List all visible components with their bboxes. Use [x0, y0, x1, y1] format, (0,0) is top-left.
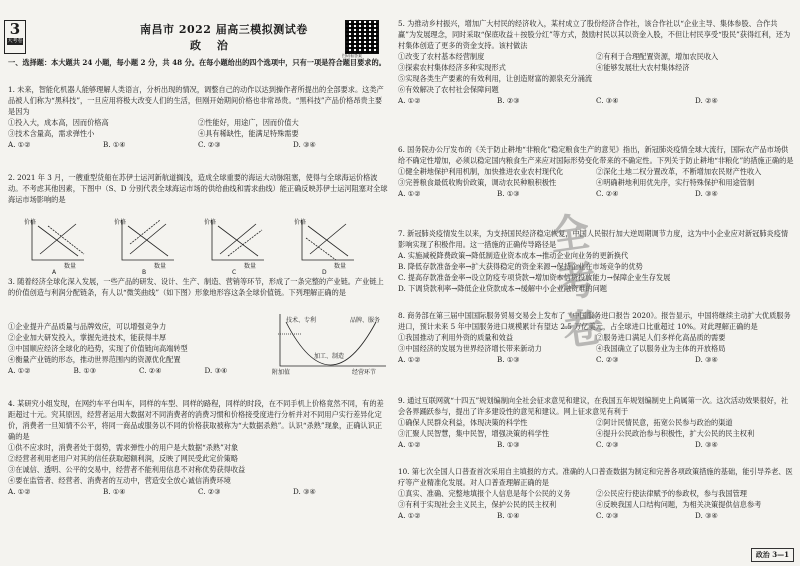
chart-label-top-left: 技术、专利 — [286, 317, 317, 324]
option: ④能够发展壮大农村集体经济 — [596, 63, 690, 72]
question-stem: 4. 某研究小组发现，在网约车平台叫车，同样的车型、同样的路程，同样的时段，在不同手机上价格竟然不同，有的差距超过十元。究其原因，经营者运用大数据对不同消费者的消费习惯和价格接受度进行分析并对不同用户实行差异化定价，消费者一旦知情不公平，将同一商品或服务以不同的价格获取被称为“大数据杀熟”。认识“杀熟”现象，正确认识正确的是 — [8, 399, 384, 441]
smile-curve-chart — [272, 312, 390, 376]
option[interactable]: C. 提高存款准备金率→设立防疫专项贷款→增加资本信贷投放能力→保障企业生存发展 — [398, 273, 671, 282]
option[interactable]: D. 下调贷款利率→降低企业贷款成本→缓解中小企业融资难的问题 — [398, 284, 607, 293]
badge-label: 大考卷 — [7, 38, 23, 44]
choice[interactable]: A. ①② — [398, 355, 421, 364]
x-axis-label: 数量 — [334, 263, 347, 270]
diagram-label: B — [142, 269, 147, 274]
question-9 — [398, 395, 794, 450]
choice[interactable]: C. ②④ — [596, 189, 619, 198]
question-3 — [8, 276, 388, 298]
question-stem: 6. 国务院办公厅发布的《关于防止耕地“非粮化”稳定粮食生产的意见》指出，新冠肺炎疫情全球大流行，国际农产品市场供给不确定性增加，必须以稳定国内粮食生产来应对国际形势变化带来的不确定性。下列关于防止耕地“非粮化”的措施正确的是 — [398, 145, 794, 165]
option: ②深化土地二权分置改革，不断增加农民财产性收入 — [596, 167, 762, 176]
page-footer: 政治 3—1 — [751, 548, 794, 562]
option: ①投入大，成本高，因而价格高 — [8, 118, 109, 127]
option: ③技术含量高，需求弹性小 — [8, 129, 95, 138]
option: ③中国顺应经济全球化的趋势，实现了价值链向高端转型 — [8, 344, 188, 353]
option: ①确保人民群众利益，体现决策的科学性 — [398, 418, 528, 427]
choice[interactable]: A. ①② — [398, 511, 421, 520]
section-instructions: 一、选择题：本大题共 24 小题，每小题 2 分，共 48 分。在每小题给出的四个选项中，只有一项是符合题目要求的。 — [8, 58, 386, 67]
choice[interactable]: B. ①④ — [103, 140, 126, 149]
chart-x-label: 经营环节 — [352, 369, 377, 376]
exam-subject: 政 治 — [190, 39, 234, 52]
choice[interactable]: A. ①② — [8, 487, 31, 496]
choice[interactable]: D. ③④ — [695, 189, 718, 198]
option[interactable]: B. 降低存款准备金率→扩大获得稳定的资金来源→保持企业在市场竞争的优势 — [398, 262, 643, 271]
option[interactable]: A. 实施减税降费政策→降低制造业资本成本→推动企业向业务的更新换代 — [398, 251, 629, 260]
option: ⑤实现各类生产要素的有效利用，让创造财富的源泉充分涌流 — [398, 74, 593, 83]
option: ①供不应求时，消费者处于弱势，需求弹性小的用户是大数据“杀熟”对象 — [8, 443, 239, 452]
option: ②企业加大研发投入，掌握先进技术，能获得丰厚 — [8, 333, 167, 342]
option: ①改变了农村基本经营制度 — [398, 52, 485, 61]
option: ③汇聚人民智慧，集中民智，增强决策的科学性 — [398, 429, 549, 438]
x-axis-label: 数量 — [64, 263, 77, 270]
question-4 — [8, 398, 388, 497]
question-stem: 5. 为推动乡村振兴，增加广大村民的经济收入，某村成立了股份经济合作社，该合作社以“企业主导、集体参股、合作共赢”为发展理念，同时采取“保底收益＋按股分红”等方式，鼓励村民以其以资金入股，不但让村民享受“股民”获得红利，还为村集体创造了更多的资金支持。该村做法 — [398, 19, 791, 50]
option: ②性能好，用途广，因而价值大 — [198, 118, 299, 127]
choice[interactable]: B. ①④ — [103, 487, 126, 496]
option: ②有利于合理配置资源，增加农民收入 — [596, 52, 719, 61]
option: ⑥有效解决了农村社会保障问题 — [398, 85, 499, 94]
option: ③在诚信、透明、公平的交易中，经营者不能利用信息不对称优势获得收益 — [8, 465, 246, 474]
choice[interactable]: C. ②③ — [198, 487, 221, 496]
y-axis-label: 价格 — [204, 219, 217, 226]
choice[interactable]: B. ①③ — [497, 189, 520, 198]
qr-caption: 扫码看答案 — [342, 53, 362, 58]
question-10 — [398, 466, 794, 521]
question-stem: 3. 随着经济全球化深入发展，一些产品的研发、设计、生产、制造、营销等环节，形成了一条完整的产业链。产业链上的价值创造与利润分配链条，有人以“微笑曲线”（如下图）形象地形容这条全球价值链。下列理解正确的是 — [8, 277, 384, 297]
badge-number: 3 — [9, 20, 21, 38]
x-axis-label: 数量 — [154, 263, 167, 270]
y-axis-label: 价格 — [24, 219, 37, 226]
diagram-label: C — [232, 269, 237, 274]
supply-demand-diagrams — [14, 216, 384, 274]
choice[interactable]: A. ①② — [398, 96, 421, 105]
question-6 — [398, 144, 794, 199]
question-stem: 8. 商务部在第三届中国国际服务贸易交易会上发布了《中国服务进口报告 2020》。报告显示，中国将继续主动扩大优质服务进口，预计未来 5 年中国服务进口规模累计有望达 2.5 万亿美元，占全球进口比重超过 10%。对此理解正确的是 — [398, 311, 791, 331]
option: ④具有稀缺性，能满足特殊需要 — [198, 129, 299, 138]
exam-number-badge — [4, 20, 26, 54]
choice[interactable]: D. ③④ — [293, 487, 316, 496]
y-axis-label: 价格 — [294, 219, 307, 226]
choice[interactable]: B. ①③ — [497, 440, 520, 449]
option: ④反映我国人口结构问题，为相关决策提供信息参考 — [596, 500, 762, 509]
option: ②阿计民情民意，拓宽公民参与政治的渠道 — [596, 418, 733, 427]
option: ②经营者利用老用户对其的信任获取超额利润，反映了网民受此定价策略 — [8, 454, 239, 463]
option: ①我国推动了利用外资的质量和效益 — [398, 333, 514, 342]
option: ④衡量产业链的形态，推动世界范围内的资源优化配置 — [8, 355, 181, 364]
watermark: 全考卷 — [546, 208, 606, 356]
question-1 — [8, 84, 388, 150]
question-stem: 7. 新冠肺炎疫情发生以来，为支持国民经济稳定恢复，中国人民银行加大逆周期调节力度，这为中小企业应对新冠肺炎疫情影响实现了积极作用。这一措施的正确传导路径是 — [398, 229, 789, 249]
chart-label-top-right: 品牌、服务 — [350, 317, 381, 324]
choice[interactable]: A. ①② — [398, 440, 421, 449]
choice[interactable]: D. ③④ — [293, 140, 316, 149]
choice[interactable]: D. ③④ — [695, 511, 718, 520]
option: ②公民应行使法律赋予的参政权，参与我国管理 — [596, 489, 747, 498]
choice[interactable]: A. ①② — [8, 366, 31, 375]
option: ④要在监管者、经营者、消费者的互动中，营造安全放心诚信消费环境 — [8, 476, 231, 485]
option: ③探索农村集体经济多种实现形式 — [398, 63, 506, 72]
chart-label-bottom: 加工、制造 — [314, 353, 345, 360]
option: ③完善粮食最低收购价政策，调动农民种粮积极性 — [398, 178, 557, 187]
option: ③有利于实现社会主义民主，保护公民的民主权利 — [398, 500, 557, 509]
choice[interactable]: C. ②③ — [596, 440, 619, 449]
choice[interactable]: D. ③④ — [695, 440, 718, 449]
option: ②服务进口满足人们多样化高品质的需要 — [596, 333, 726, 342]
option: ④我国确立了以服务业为主体的开放格局 — [596, 344, 726, 353]
diagram-a — [24, 218, 84, 274]
choice[interactable]: D. ③④ — [695, 355, 718, 364]
choice[interactable]: B. ②③ — [497, 96, 520, 105]
question-stem: 1. 未来，智能化机器人能够理解人类语言，分析出现的情况，调整自己的动作以达到操作者所提出的全部要求。这类产品被人们称为“黑科技”，一旦应用将极大改变人们的生活，但刚开始期间价格也非常昂贵。“黑科技”产品价格昂贵主要是因为 — [8, 85, 384, 116]
choice[interactable]: A. ①② — [398, 189, 421, 198]
option: ①健全耕地保护利用机制，加快推进农业农村现代化 — [398, 167, 564, 176]
choice[interactable]: C. ②④ — [139, 366, 162, 375]
diagram-c — [204, 218, 264, 274]
diagram-d — [294, 218, 354, 274]
exam-title: 南昌市 2022 届高三模拟测试卷 — [140, 23, 308, 36]
question-3-options — [8, 321, 270, 376]
choice[interactable]: C. ②③ — [198, 140, 221, 149]
diagram-label: A — [52, 269, 57, 274]
y-axis-label: 价格 — [114, 219, 127, 226]
choice[interactable]: D. ②④ — [695, 96, 718, 105]
chart-y-label: 附加值 — [272, 369, 291, 376]
choice[interactable]: B. ①④ — [497, 511, 520, 520]
option: ④提升公民政治参与积极性，扩大公民的民主权利 — [596, 429, 755, 438]
choice[interactable]: C. ②③ — [596, 511, 619, 520]
choice[interactable]: C. ③④ — [596, 96, 619, 105]
choice[interactable]: D. ③④ — [204, 366, 228, 375]
x-axis-label: 数量 — [244, 263, 257, 270]
qr-code[interactable] — [345, 20, 379, 54]
diagram-label: D — [322, 269, 327, 274]
question-stem: 9. 通过互联网就“十四五”规划编制向全社会征求意见和建议，在我国五年规划编制史上尚属第一次。这次活动效果很好，社会各界踊跃参与，提出了许多建设性的意见和建议。网上征求意见有利于 — [398, 396, 789, 416]
choice[interactable]: A. ①② — [8, 140, 31, 149]
option: ①企业提升产品质量与品牌效应，可以增强竞争力 — [8, 322, 167, 331]
choice[interactable]: C. ②③ — [596, 355, 619, 364]
option: ①真实、准确、完整地填报个人信息是每个公民的义务 — [398, 489, 571, 498]
option: ③中国经济的发展为世界经济增长带来新动力 — [398, 344, 542, 353]
choice[interactable]: B. ①③ — [73, 366, 97, 375]
option: ④明确耕地利用优先序，实行特殊保护和用途管制 — [596, 178, 755, 187]
question-5 — [398, 18, 794, 106]
diagram-b — [114, 218, 174, 274]
question-stem: 10. 第七次全国人口普查首次采用自主填报的方式。准确的人口普查数据为制定和完善各项政策措施的基础，能引导养老、医疗等产业精准化发展。对人口普查理解正确的是 — [398, 467, 793, 487]
question-stem: 2. 2021 年 3 月，一艘重型货船在苏伊士运河新航道搁浅，造成全球重要的海运大动脉阻塞，使得与全球海运价格波动。不考虑其他因素，下图中（S、D 分别代表全球海运市场的供给曲线和需求曲线）能正确反映苏伊士运河阻塞对全球海运市场影响的是 — [8, 173, 388, 204]
question-2 — [8, 172, 388, 205]
choice[interactable]: B. ①③ — [497, 355, 520, 364]
